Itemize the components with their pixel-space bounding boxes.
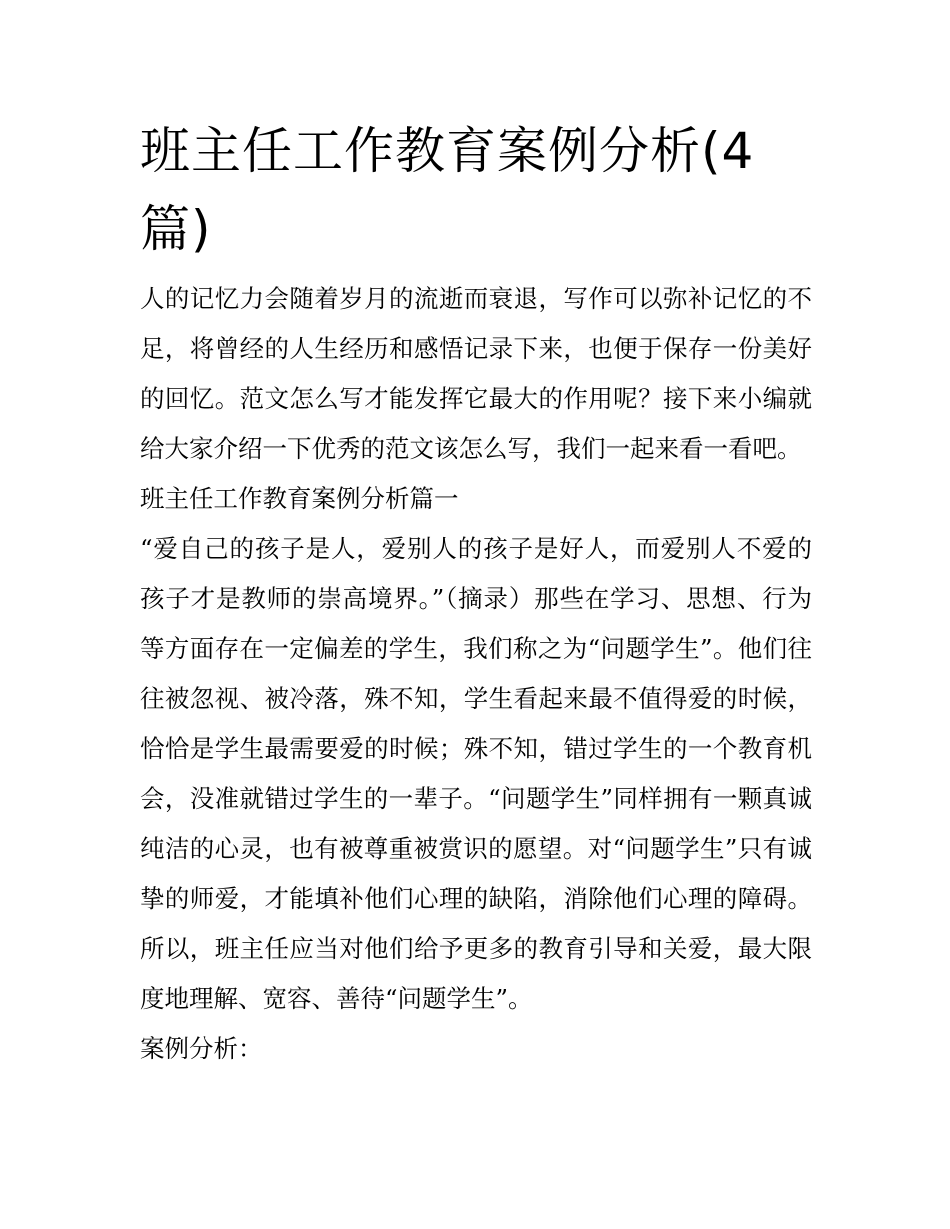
document-title: 班主任工作教育案例分析(4篇) (140, 122, 755, 258)
section-heading: 班主任工作教育案例分析篇一 (140, 484, 459, 513)
case-analysis-label: 案例分析： (140, 1034, 263, 1063)
document-body (140, 274, 812, 1074)
body-paragraph: “爱自己的孩子是人，爱别人的孩子是好人，而爱别人不爱的孩子才是教师的崇高境界。”（摘录）那些在学习、思想、行为等方面存在一定偏差的学生，我们称之为“问题学生”。他们往往被忽视、被冷落，殊不知，学生看起来最不值得爱的时候，恰恰是学生最需要爱的时候；殊不知，错过学生的一个教育机会，没准就错过学生的一辈子。“问题学生”同样拥有一颗真诚纯洁的心灵，也有被尊重被赏识的愿望。对“问题学生”只有诚挚的师爱，才能填补他们心理的缺陷，消除他们心理的障碍。所以，班主任应当对他们给予更多的教育引导和关爱，最大限度地理解、宽容、善待“问题学生”。 (140, 534, 812, 1013)
intro-paragraph: 人的记忆力会随着岁月的流逝而衰退，写作可以弥补记忆的不足，将曾经的人生经历和感悟记录下来，也便于保存一份美好的回忆。范文怎么写才能发挥它最大的作用呢？接下来小编就给大家介绍一下优秀的范文该怎么写，我们一起来看一看吧。 (140, 284, 812, 463)
